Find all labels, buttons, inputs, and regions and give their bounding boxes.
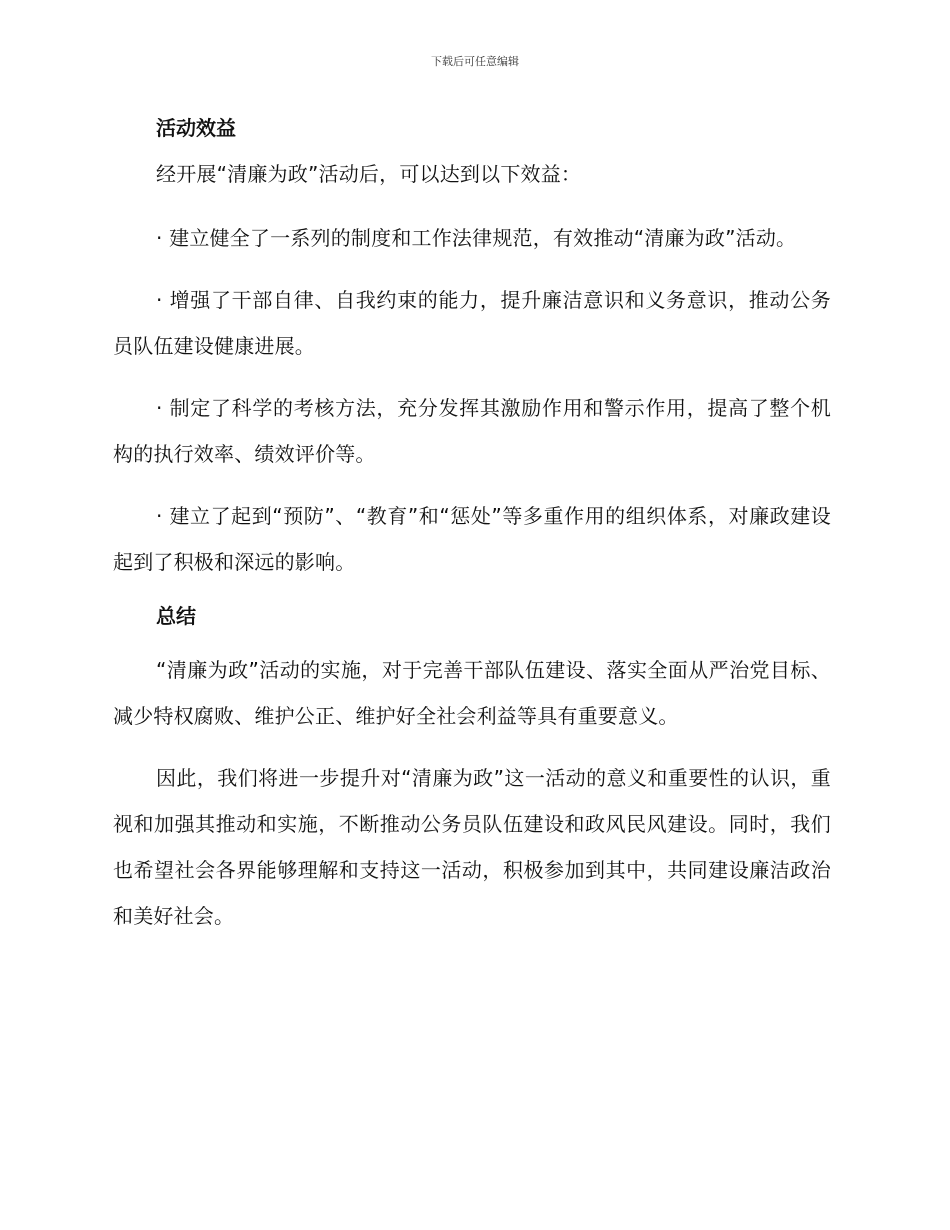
section-heading-benefits: 活动效益 — [156, 116, 236, 140]
benefit-item-2: · 增强了干部自律、自我约束的能力，提升廉洁意识和义务意识，推动公务员队伍建设健康进展。 — [113, 288, 831, 358]
summary-paragraph-2: 因此，我们将进一步提升对“清廉为政”这一活动的意义和重要性的认识，重视和加强其推动和实施，不断推动公务员队伍建设和政风民风建设。同时，我们也希望社会各界能够理解和支持这一活动，积极参加到其中，共同建设廉洁政治和美好社会。 — [113, 766, 831, 928]
document-body — [113, 113, 831, 955]
page-header-note: 下载后可任意编辑 — [431, 55, 519, 68]
section-heading-summary: 总结 — [156, 604, 196, 628]
benefits-intro-paragraph: 经开展“清廉为政”活动后，可以达到以下效益： — [156, 162, 582, 186]
benefit-item-3: · 制定了科学的考核方法，充分发挥其激励作用和警示作用，提高了整个机构的执行效率、绩效评价等。 — [113, 396, 831, 466]
summary-paragraph-1: “清廉为政”活动的实施，对于完善干部队伍建设、落实全面从严治党目标、减少特权腐败、维护公正、维护好全社会利益等具有重要意义。 — [113, 658, 831, 728]
benefit-item-1: · 建立健全了一系列的制度和工作法律规范，有效推动“清廉为政”活动。 — [156, 226, 797, 250]
benefit-item-4: · 建立了起到“预防”、“教育”和“惩处”等多重作用的组织体系，对廉政建设起到了积极和深远的影响。 — [113, 504, 831, 574]
